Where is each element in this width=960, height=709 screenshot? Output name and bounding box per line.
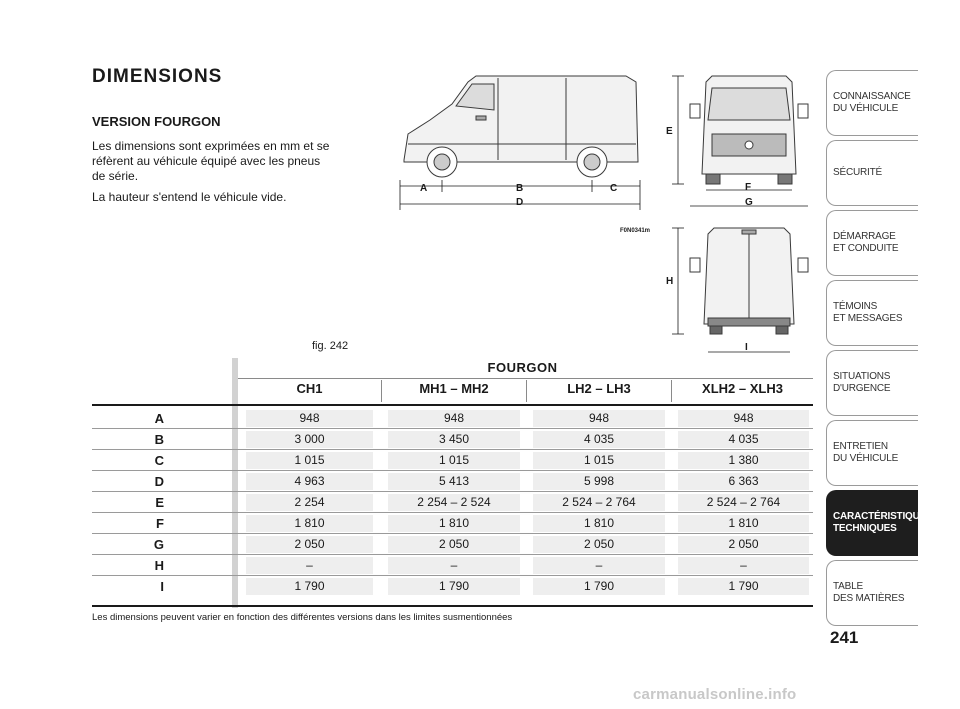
tab-label-line1: SITUATIONS	[833, 371, 891, 382]
sidebar-tab-temoins[interactable]	[826, 280, 918, 346]
watermark: carmanualsonline.info	[633, 686, 797, 703]
table-cell: 6 363	[678, 473, 809, 490]
table-cell: 2 524 – 2 764	[678, 494, 809, 511]
tab-label-line2: D'URGENCE	[833, 383, 891, 394]
row-label: G	[153, 537, 164, 552]
tab-label-line1: TABLE	[833, 581, 863, 592]
van-side-view	[404, 76, 638, 177]
sidebar-tab-securite[interactable]	[826, 140, 918, 206]
table-row	[92, 471, 813, 492]
table-footnote: Les dimensions peuvent varier en fonction des différentes versions dans les limites susmentionnées	[92, 612, 513, 623]
tab-label-line1: CONNAISSANCE	[833, 91, 911, 102]
row-label: H	[154, 558, 164, 573]
table-cell: 2 254	[246, 494, 373, 511]
row-label: F	[156, 516, 164, 531]
dim-label-c: C	[610, 183, 618, 194]
tab-label-line2: TECHNIQUES	[833, 523, 897, 534]
dim-label-g: G	[745, 197, 753, 208]
table-cell: 2 050	[533, 536, 665, 553]
table-cell: 948	[533, 410, 665, 427]
column-header-xlh: XLH2 – XLH3	[702, 381, 783, 396]
table-cell: 1 015	[246, 452, 373, 469]
table-cell: 4 963	[246, 473, 373, 490]
table-cell: 1 790	[678, 578, 809, 595]
table-cell: 948	[388, 410, 520, 427]
row-label: C	[154, 453, 164, 468]
dim-label-e: E	[666, 126, 673, 137]
table-cell: 5 413	[388, 473, 520, 490]
tab-label-line2: DU VÉHICULE	[833, 453, 899, 464]
sidebar-tab-situations[interactable]	[826, 350, 918, 416]
section-subtitle: VERSION FOURGON	[92, 114, 221, 129]
tab-label-line1: SÉCURITÉ	[833, 167, 882, 178]
dim-label-i: I	[745, 342, 748, 353]
table-cell: 1 015	[388, 452, 520, 469]
table-group-header: FOURGON	[487, 360, 558, 375]
table-cell: 948	[246, 410, 373, 427]
dim-label-b: B	[516, 183, 524, 194]
table-row	[92, 408, 813, 429]
column-header-lh: LH2 – LH3	[567, 381, 631, 396]
sidebar-tab-caracteristiques[interactable]	[826, 490, 933, 556]
table-cell: 5 998	[533, 473, 665, 490]
tab-label-line2: DU VÉHICULE	[833, 103, 899, 114]
page-number: 241	[830, 628, 859, 647]
van-front-view	[690, 76, 808, 184]
tab-label-line2: DES MATIÈRES	[833, 593, 905, 604]
sidebar-tab-table[interactable]	[826, 560, 918, 626]
page-title: DIMENSIONS	[92, 66, 223, 87]
table-cell: 1 810	[678, 515, 809, 532]
row-label: A	[154, 411, 164, 426]
table-cell: 3 450	[388, 431, 520, 448]
table-cell: 4 035	[533, 431, 665, 448]
table-bottom-rule	[92, 605, 813, 607]
tab-label-line1: ENTRETIEN	[833, 441, 888, 452]
table-header-rule	[92, 404, 813, 406]
table-cell: 3 000	[246, 431, 373, 448]
table-cell: 1 790	[246, 578, 373, 595]
table-row	[92, 429, 813, 450]
table-cell: 1 810	[246, 515, 373, 532]
table-row	[92, 492, 813, 513]
tab-label-line1: TÉMOINS	[833, 301, 878, 312]
column-header-mh: MH1 – MH2	[419, 381, 489, 396]
group-header-divider	[238, 378, 813, 379]
table-cell: 2 050	[388, 536, 520, 553]
row-label: D	[154, 474, 164, 489]
table-row	[92, 555, 813, 576]
table-cell: 2 524 – 2 764	[533, 494, 665, 511]
table-cell: 948	[678, 410, 809, 427]
table-row	[92, 450, 813, 471]
table-cell: 2 254 – 2 524	[388, 494, 520, 511]
van-dimensions-figure	[390, 62, 810, 362]
figure-code: F0N0341m	[620, 228, 651, 234]
dim-label-a: A	[420, 183, 428, 194]
van-rear-view	[690, 228, 808, 334]
table-cell: 1 790	[388, 578, 520, 595]
figure-caption: fig. 242	[312, 340, 349, 352]
table-cell: 1 810	[388, 515, 520, 532]
tab-label-line1: DÉMARRAGE	[833, 231, 896, 242]
row-label: B	[154, 432, 164, 447]
tab-label-line2: ET CONDUITE	[833, 243, 899, 254]
dim-label-h: H	[666, 276, 674, 287]
table-cell: 1 790	[533, 578, 665, 595]
table-cell: 2 050	[678, 536, 809, 553]
table-cell: –	[246, 557, 373, 574]
dim-label-d: D	[516, 197, 524, 208]
row-label: I	[160, 579, 164, 594]
table-cell: –	[388, 557, 520, 574]
table-cell: –	[678, 557, 809, 574]
dim-label-f: F	[745, 182, 752, 193]
tab-label-line2: ET MESSAGES	[833, 313, 903, 324]
tab-label-line1: CARACTÉRISTIQUES	[833, 511, 933, 522]
table-row	[92, 534, 813, 555]
sidebar-tab-demarrage[interactable]	[826, 210, 918, 276]
table-cell: 1 380	[678, 452, 809, 469]
table-row	[92, 513, 813, 534]
table-cell: –	[533, 557, 665, 574]
sidebar-tab-connaissance[interactable]	[826, 70, 918, 136]
row-label: E	[155, 495, 164, 510]
intro-paragraph: Les dimensions sont exprimées en mm et se réfèrent au véhicule équipé avec les pneus de série.	[92, 139, 330, 183]
column-header-ch1: CH1	[296, 381, 323, 396]
height-note: La hauteur s'entend le véhicule vide.	[92, 190, 287, 204]
table-cell: 1 810	[533, 515, 665, 532]
table-row	[92, 576, 813, 597]
table-cell: 2 050	[246, 536, 373, 553]
sidebar-tab-entretien[interactable]	[826, 420, 918, 486]
table-cell: 1 015	[533, 452, 665, 469]
table-cell: 4 035	[678, 431, 809, 448]
